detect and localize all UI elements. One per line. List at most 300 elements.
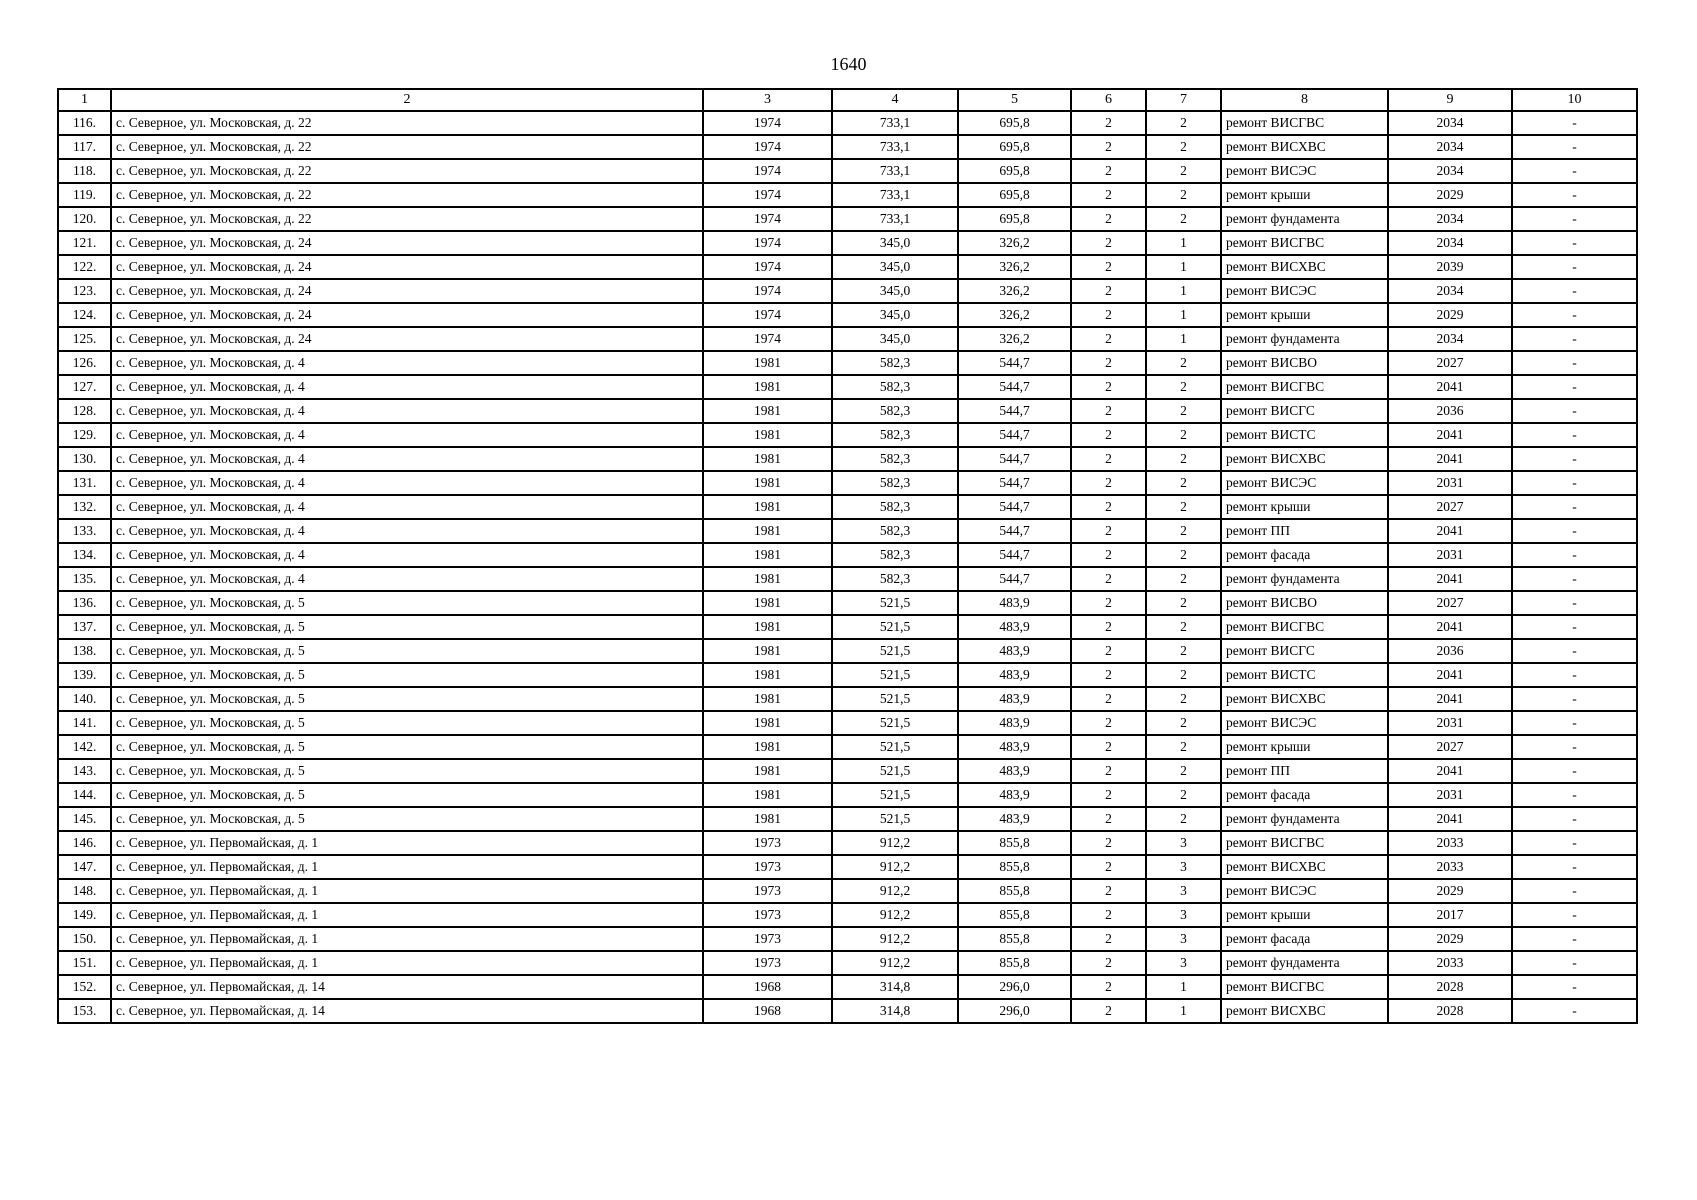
cell-address: с. Северное, ул. Московская, д. 5: [111, 591, 703, 615]
cell-floors: 2: [1071, 183, 1146, 207]
cell-planned-year: 2031: [1388, 471, 1512, 495]
cell-living-area: 544,7: [958, 447, 1071, 471]
cell-total-area: 912,2: [832, 951, 958, 975]
cell-year-built: 1981: [703, 783, 832, 807]
cell-work-type: ремонт ВИСХВС: [1221, 855, 1388, 879]
cell-row-number: 148.: [58, 879, 111, 903]
cell-total-area: 314,8: [832, 975, 958, 999]
cell-total-area: 733,1: [832, 111, 958, 135]
cell-entrances: 1: [1146, 255, 1221, 279]
cell-planned-year: 2027: [1388, 591, 1512, 615]
cell-floors: 2: [1071, 831, 1146, 855]
cell-total-area: 912,2: [832, 831, 958, 855]
cell-entrances: 2: [1146, 735, 1221, 759]
cell-note: -: [1512, 735, 1637, 759]
table-row: [58, 759, 1637, 783]
cell-total-area: 521,5: [832, 711, 958, 735]
cell-note: -: [1512, 543, 1637, 567]
cell-living-area: 695,8: [958, 135, 1071, 159]
cell-total-area: 521,5: [832, 735, 958, 759]
cell-note: -: [1512, 399, 1637, 423]
cell-living-area: 483,9: [958, 711, 1071, 735]
cell-planned-year: 2027: [1388, 351, 1512, 375]
cell-entrances: 2: [1146, 495, 1221, 519]
cell-floors: 2: [1071, 951, 1146, 975]
cell-floors: 2: [1071, 903, 1146, 927]
cell-work-type: ремонт крыши: [1221, 903, 1388, 927]
cell-note: -: [1512, 351, 1637, 375]
cell-planned-year: 2028: [1388, 999, 1512, 1023]
cell-work-type: ремонт фундамента: [1221, 951, 1388, 975]
cell-entrances: 3: [1146, 951, 1221, 975]
cell-note: -: [1512, 807, 1637, 831]
cell-floors: 2: [1071, 999, 1146, 1023]
cell-row-number: 138.: [58, 639, 111, 663]
cell-row-number: 144.: [58, 783, 111, 807]
cell-year-built: 1973: [703, 855, 832, 879]
cell-floors: 2: [1071, 807, 1146, 831]
table-row: [58, 231, 1637, 255]
cell-planned-year: 2041: [1388, 615, 1512, 639]
cell-planned-year: 2033: [1388, 831, 1512, 855]
cell-total-area: 582,3: [832, 351, 958, 375]
cell-floors: 2: [1071, 279, 1146, 303]
cell-planned-year: 2041: [1388, 807, 1512, 831]
cell-row-number: 149.: [58, 903, 111, 927]
cell-living-area: 544,7: [958, 471, 1071, 495]
cell-year-built: 1974: [703, 135, 832, 159]
cell-address: с. Северное, ул. Первомайская, д. 14: [111, 975, 703, 999]
cell-address: с. Северное, ул. Московская, д. 5: [111, 615, 703, 639]
cell-total-area: 582,3: [832, 399, 958, 423]
cell-planned-year: 2029: [1388, 927, 1512, 951]
cell-row-number: 139.: [58, 663, 111, 687]
cell-floors: 2: [1071, 495, 1146, 519]
table-header-row: [58, 89, 1637, 111]
cell-note: -: [1512, 927, 1637, 951]
cell-planned-year: 2029: [1388, 183, 1512, 207]
cell-floors: 2: [1071, 303, 1146, 327]
cell-note: -: [1512, 639, 1637, 663]
cell-living-area: 326,2: [958, 231, 1071, 255]
cell-total-area: 912,2: [832, 903, 958, 927]
cell-row-number: 147.: [58, 855, 111, 879]
cell-total-area: 521,5: [832, 759, 958, 783]
cell-entrances: 1: [1146, 999, 1221, 1023]
cell-entrances: 2: [1146, 807, 1221, 831]
table-row: [58, 663, 1637, 687]
cell-row-number: 137.: [58, 615, 111, 639]
table-row: [58, 255, 1637, 279]
cell-row-number: 127.: [58, 375, 111, 399]
cell-entrances: 1: [1146, 279, 1221, 303]
cell-row-number: 135.: [58, 567, 111, 591]
cell-entrances: 2: [1146, 159, 1221, 183]
cell-year-built: 1981: [703, 519, 832, 543]
cell-living-area: 483,9: [958, 783, 1071, 807]
page-number: 1640: [830, 54, 867, 74]
cell-entrances: 1: [1146, 327, 1221, 351]
cell-entrances: 3: [1146, 855, 1221, 879]
cell-note: -: [1512, 855, 1637, 879]
cell-work-type: ремонт ВИСХВС: [1221, 135, 1388, 159]
cell-work-type: ремонт ВИСВО: [1221, 351, 1388, 375]
cell-work-type: ремонт ВИСГВС: [1221, 231, 1388, 255]
cell-row-number: 126.: [58, 351, 111, 375]
cell-living-area: 483,9: [958, 807, 1071, 831]
cell-note: -: [1512, 615, 1637, 639]
cell-row-number: 133.: [58, 519, 111, 543]
cell-note: -: [1512, 231, 1637, 255]
column-header-2: 2: [111, 89, 703, 111]
cell-total-area: 521,5: [832, 615, 958, 639]
cell-work-type: ремонт крыши: [1221, 183, 1388, 207]
cell-floors: 2: [1071, 567, 1146, 591]
cell-floors: 2: [1071, 663, 1146, 687]
cell-entrances: 2: [1146, 543, 1221, 567]
cell-entrances: 2: [1146, 711, 1221, 735]
cell-floors: 2: [1071, 207, 1146, 231]
cell-living-area: 544,7: [958, 543, 1071, 567]
cell-entrances: 2: [1146, 135, 1221, 159]
table-row: [58, 735, 1637, 759]
cell-row-number: 128.: [58, 399, 111, 423]
cell-living-area: 855,8: [958, 831, 1071, 855]
cell-floors: 2: [1071, 327, 1146, 351]
table-row: [58, 951, 1637, 975]
cell-total-area: 345,0: [832, 255, 958, 279]
table-row: [58, 375, 1637, 399]
cell-note: -: [1512, 495, 1637, 519]
cell-note: -: [1512, 591, 1637, 615]
cell-planned-year: 2036: [1388, 639, 1512, 663]
cell-year-built: 1981: [703, 543, 832, 567]
table-row: [58, 351, 1637, 375]
cell-year-built: 1973: [703, 831, 832, 855]
cell-address: с. Северное, ул. Московская, д. 4: [111, 375, 703, 399]
cell-planned-year: 2036: [1388, 399, 1512, 423]
cell-year-built: 1981: [703, 351, 832, 375]
cell-address: с. Северное, ул. Московская, д. 24: [111, 255, 703, 279]
cell-entrances: 2: [1146, 519, 1221, 543]
cell-total-area: 912,2: [832, 927, 958, 951]
table-row: [58, 711, 1637, 735]
cell-note: -: [1512, 135, 1637, 159]
cell-address: с. Северное, ул. Московская, д. 5: [111, 711, 703, 735]
table-row: [58, 615, 1637, 639]
cell-address: с. Северное, ул. Московская, д. 5: [111, 783, 703, 807]
cell-row-number: 151.: [58, 951, 111, 975]
cell-address: с. Северное, ул. Московская, д. 22: [111, 183, 703, 207]
cell-row-number: 134.: [58, 543, 111, 567]
table-row: [58, 183, 1637, 207]
cell-planned-year: 2027: [1388, 495, 1512, 519]
cell-entrances: 2: [1146, 423, 1221, 447]
cell-note: -: [1512, 375, 1637, 399]
cell-living-area: 855,8: [958, 879, 1071, 903]
cell-year-built: 1974: [703, 159, 832, 183]
cell-note: -: [1512, 567, 1637, 591]
cell-work-type: ремонт ВИСВО: [1221, 591, 1388, 615]
cell-planned-year: 2027: [1388, 735, 1512, 759]
cell-floors: 2: [1071, 615, 1146, 639]
cell-floors: 2: [1071, 135, 1146, 159]
table-row: [58, 399, 1637, 423]
cell-entrances: 3: [1146, 903, 1221, 927]
cell-year-built: 1981: [703, 471, 832, 495]
table-row: [58, 783, 1637, 807]
cell-work-type: ремонт ВИСХВС: [1221, 687, 1388, 711]
cell-work-type: ремонт ВИСТС: [1221, 423, 1388, 447]
cell-planned-year: 2031: [1388, 543, 1512, 567]
table-row: [58, 519, 1637, 543]
cell-year-built: 1974: [703, 327, 832, 351]
cell-note: -: [1512, 327, 1637, 351]
cell-year-built: 1981: [703, 663, 832, 687]
cell-total-area: 733,1: [832, 159, 958, 183]
cell-planned-year: 2028: [1388, 975, 1512, 999]
table-row: [58, 207, 1637, 231]
table-row: [58, 639, 1637, 663]
cell-row-number: 118.: [58, 159, 111, 183]
cell-planned-year: 2034: [1388, 111, 1512, 135]
cell-row-number: 129.: [58, 423, 111, 447]
column-header-4: 4: [832, 89, 958, 111]
cell-floors: 2: [1071, 543, 1146, 567]
cell-row-number: 150.: [58, 927, 111, 951]
cell-floors: 2: [1071, 879, 1146, 903]
cell-floors: 2: [1071, 759, 1146, 783]
cell-address: с. Северное, ул. Московская, д. 4: [111, 399, 703, 423]
cell-planned-year: 2033: [1388, 855, 1512, 879]
cell-floors: 2: [1071, 111, 1146, 135]
cell-entrances: 3: [1146, 927, 1221, 951]
cell-address: с. Северное, ул. Первомайская, д. 1: [111, 951, 703, 975]
cell-planned-year: 2034: [1388, 327, 1512, 351]
cell-planned-year: 2041: [1388, 519, 1512, 543]
cell-living-area: 326,2: [958, 279, 1071, 303]
cell-row-number: 121.: [58, 231, 111, 255]
cell-living-area: 695,8: [958, 111, 1071, 135]
cell-year-built: 1968: [703, 975, 832, 999]
cell-note: -: [1512, 783, 1637, 807]
table-row: [58, 927, 1637, 951]
cell-year-built: 1981: [703, 423, 832, 447]
table-body: [58, 111, 1637, 1023]
cell-planned-year: 2034: [1388, 135, 1512, 159]
cell-row-number: 152.: [58, 975, 111, 999]
cell-floors: 2: [1071, 735, 1146, 759]
cell-row-number: 146.: [58, 831, 111, 855]
table-row: [58, 327, 1637, 351]
cell-year-built: 1981: [703, 495, 832, 519]
column-header-5: 5: [958, 89, 1071, 111]
column-header-7: 7: [1146, 89, 1221, 111]
cell-year-built: 1973: [703, 927, 832, 951]
cell-note: -: [1512, 279, 1637, 303]
cell-total-area: 912,2: [832, 879, 958, 903]
cell-planned-year: 2041: [1388, 447, 1512, 471]
cell-living-area: 855,8: [958, 903, 1071, 927]
cell-address: с. Северное, ул. Московская, д. 22: [111, 159, 703, 183]
cell-work-type: ремонт фундамента: [1221, 207, 1388, 231]
cell-total-area: 733,1: [832, 183, 958, 207]
cell-address: с. Северное, ул. Московская, д. 4: [111, 471, 703, 495]
cell-year-built: 1981: [703, 567, 832, 591]
cell-row-number: 125.: [58, 327, 111, 351]
cell-work-type: ремонт ПП: [1221, 759, 1388, 783]
cell-living-area: 855,8: [958, 951, 1071, 975]
cell-note: -: [1512, 951, 1637, 975]
cell-address: с. Северное, ул. Московская, д. 4: [111, 447, 703, 471]
cell-work-type: ремонт ВИСЭС: [1221, 879, 1388, 903]
table-row: [58, 975, 1637, 999]
cell-work-type: ремонт крыши: [1221, 495, 1388, 519]
cell-entrances: 2: [1146, 663, 1221, 687]
cell-planned-year: 2041: [1388, 423, 1512, 447]
cell-address: с. Северное, ул. Московская, д. 22: [111, 135, 703, 159]
cell-year-built: 1981: [703, 447, 832, 471]
cell-year-built: 1981: [703, 375, 832, 399]
table-row: [58, 855, 1637, 879]
cell-planned-year: 2041: [1388, 375, 1512, 399]
cell-entrances: 2: [1146, 399, 1221, 423]
cell-planned-year: 2034: [1388, 159, 1512, 183]
cell-entrances: 1: [1146, 975, 1221, 999]
cell-planned-year: 2017: [1388, 903, 1512, 927]
cell-year-built: 1981: [703, 591, 832, 615]
cell-address: с. Северное, ул. Московская, д. 4: [111, 495, 703, 519]
cell-year-built: 1981: [703, 399, 832, 423]
cell-address: с. Северное, ул. Первомайская, д. 1: [111, 831, 703, 855]
cell-year-built: 1973: [703, 879, 832, 903]
cell-total-area: 345,0: [832, 327, 958, 351]
cell-address: с. Северное, ул. Московская, д. 4: [111, 567, 703, 591]
cell-work-type: ремонт фасада: [1221, 783, 1388, 807]
cell-floors: 2: [1071, 927, 1146, 951]
cell-total-area: 582,3: [832, 375, 958, 399]
cell-floors: 2: [1071, 255, 1146, 279]
cell-living-area: 483,9: [958, 615, 1071, 639]
cell-living-area: 483,9: [958, 759, 1071, 783]
cell-planned-year: 2031: [1388, 711, 1512, 735]
cell-entrances: 1: [1146, 303, 1221, 327]
cell-planned-year: 2029: [1388, 303, 1512, 327]
cell-planned-year: 2039: [1388, 255, 1512, 279]
cell-living-area: 544,7: [958, 567, 1071, 591]
cell-floors: 2: [1071, 399, 1146, 423]
cell-living-area: 695,8: [958, 183, 1071, 207]
cell-note: -: [1512, 903, 1637, 927]
cell-address: с. Северное, ул. Московская, д. 4: [111, 351, 703, 375]
cell-work-type: ремонт ВИСЭС: [1221, 711, 1388, 735]
cell-living-area: 483,9: [958, 687, 1071, 711]
cell-work-type: ремонт ВИСГВС: [1221, 831, 1388, 855]
cell-entrances: 2: [1146, 207, 1221, 231]
cell-note: -: [1512, 975, 1637, 999]
cell-planned-year: 2033: [1388, 951, 1512, 975]
cell-address: с. Северное, ул. Московская, д. 22: [111, 111, 703, 135]
cell-floors: 2: [1071, 423, 1146, 447]
cell-total-area: 345,0: [832, 231, 958, 255]
cell-total-area: 582,3: [832, 543, 958, 567]
cell-address: с. Северное, ул. Московская, д. 5: [111, 687, 703, 711]
cell-total-area: 521,5: [832, 807, 958, 831]
cell-living-area: 483,9: [958, 735, 1071, 759]
cell-floors: 2: [1071, 231, 1146, 255]
cell-total-area: 582,3: [832, 447, 958, 471]
table-row: [58, 687, 1637, 711]
cell-address: с. Северное, ул. Московская, д. 5: [111, 663, 703, 687]
cell-row-number: 130.: [58, 447, 111, 471]
cell-floors: 2: [1071, 351, 1146, 375]
cell-total-area: 521,5: [832, 591, 958, 615]
cell-work-type: ремонт ВИСХВС: [1221, 255, 1388, 279]
cell-total-area: 582,3: [832, 423, 958, 447]
cell-entrances: 2: [1146, 591, 1221, 615]
cell-address: с. Северное, ул. Московская, д. 24: [111, 279, 703, 303]
cell-note: -: [1512, 879, 1637, 903]
cell-note: -: [1512, 159, 1637, 183]
cell-address: с. Северное, ул. Московская, д. 5: [111, 639, 703, 663]
cell-planned-year: 2041: [1388, 567, 1512, 591]
cell-planned-year: 2034: [1388, 231, 1512, 255]
cell-entrances: 3: [1146, 831, 1221, 855]
table-row: [58, 471, 1637, 495]
cell-note: -: [1512, 255, 1637, 279]
cell-work-type: ремонт фасада: [1221, 927, 1388, 951]
cell-note: -: [1512, 831, 1637, 855]
cell-year-built: 1974: [703, 183, 832, 207]
cell-work-type: ремонт ВИСГВС: [1221, 375, 1388, 399]
cell-living-area: 544,7: [958, 375, 1071, 399]
cell-address: с. Северное, ул. Московская, д. 24: [111, 231, 703, 255]
cell-planned-year: 2041: [1388, 687, 1512, 711]
cell-year-built: 1981: [703, 711, 832, 735]
cell-row-number: 143.: [58, 759, 111, 783]
cell-work-type: ремонт ВИСЭС: [1221, 471, 1388, 495]
column-header-10: 10: [1512, 89, 1637, 111]
cell-total-area: 912,2: [832, 855, 958, 879]
column-header-3: 3: [703, 89, 832, 111]
cell-row-number: 116.: [58, 111, 111, 135]
cell-row-number: 120.: [58, 207, 111, 231]
cell-row-number: 119.: [58, 183, 111, 207]
cell-living-area: 544,7: [958, 351, 1071, 375]
cell-entrances: 2: [1146, 183, 1221, 207]
table-row: [58, 495, 1637, 519]
cell-entrances: 2: [1146, 447, 1221, 471]
cell-entrances: 2: [1146, 615, 1221, 639]
table-row: [58, 903, 1637, 927]
cell-work-type: ремонт фундамента: [1221, 567, 1388, 591]
cell-total-area: 733,1: [832, 207, 958, 231]
column-header-8: 8: [1221, 89, 1388, 111]
cell-entrances: 2: [1146, 759, 1221, 783]
cell-work-type: ремонт ВИСГС: [1221, 639, 1388, 663]
cell-year-built: 1981: [703, 639, 832, 663]
cell-living-area: 483,9: [958, 591, 1071, 615]
table-row: [58, 591, 1637, 615]
cell-row-number: 123.: [58, 279, 111, 303]
cell-total-area: 345,0: [832, 303, 958, 327]
cell-work-type: ремонт ВИСГС: [1221, 399, 1388, 423]
cell-year-built: 1981: [703, 759, 832, 783]
cell-total-area: 521,5: [832, 639, 958, 663]
cell-year-built: 1974: [703, 303, 832, 327]
cell-year-built: 1981: [703, 807, 832, 831]
cell-note: -: [1512, 183, 1637, 207]
